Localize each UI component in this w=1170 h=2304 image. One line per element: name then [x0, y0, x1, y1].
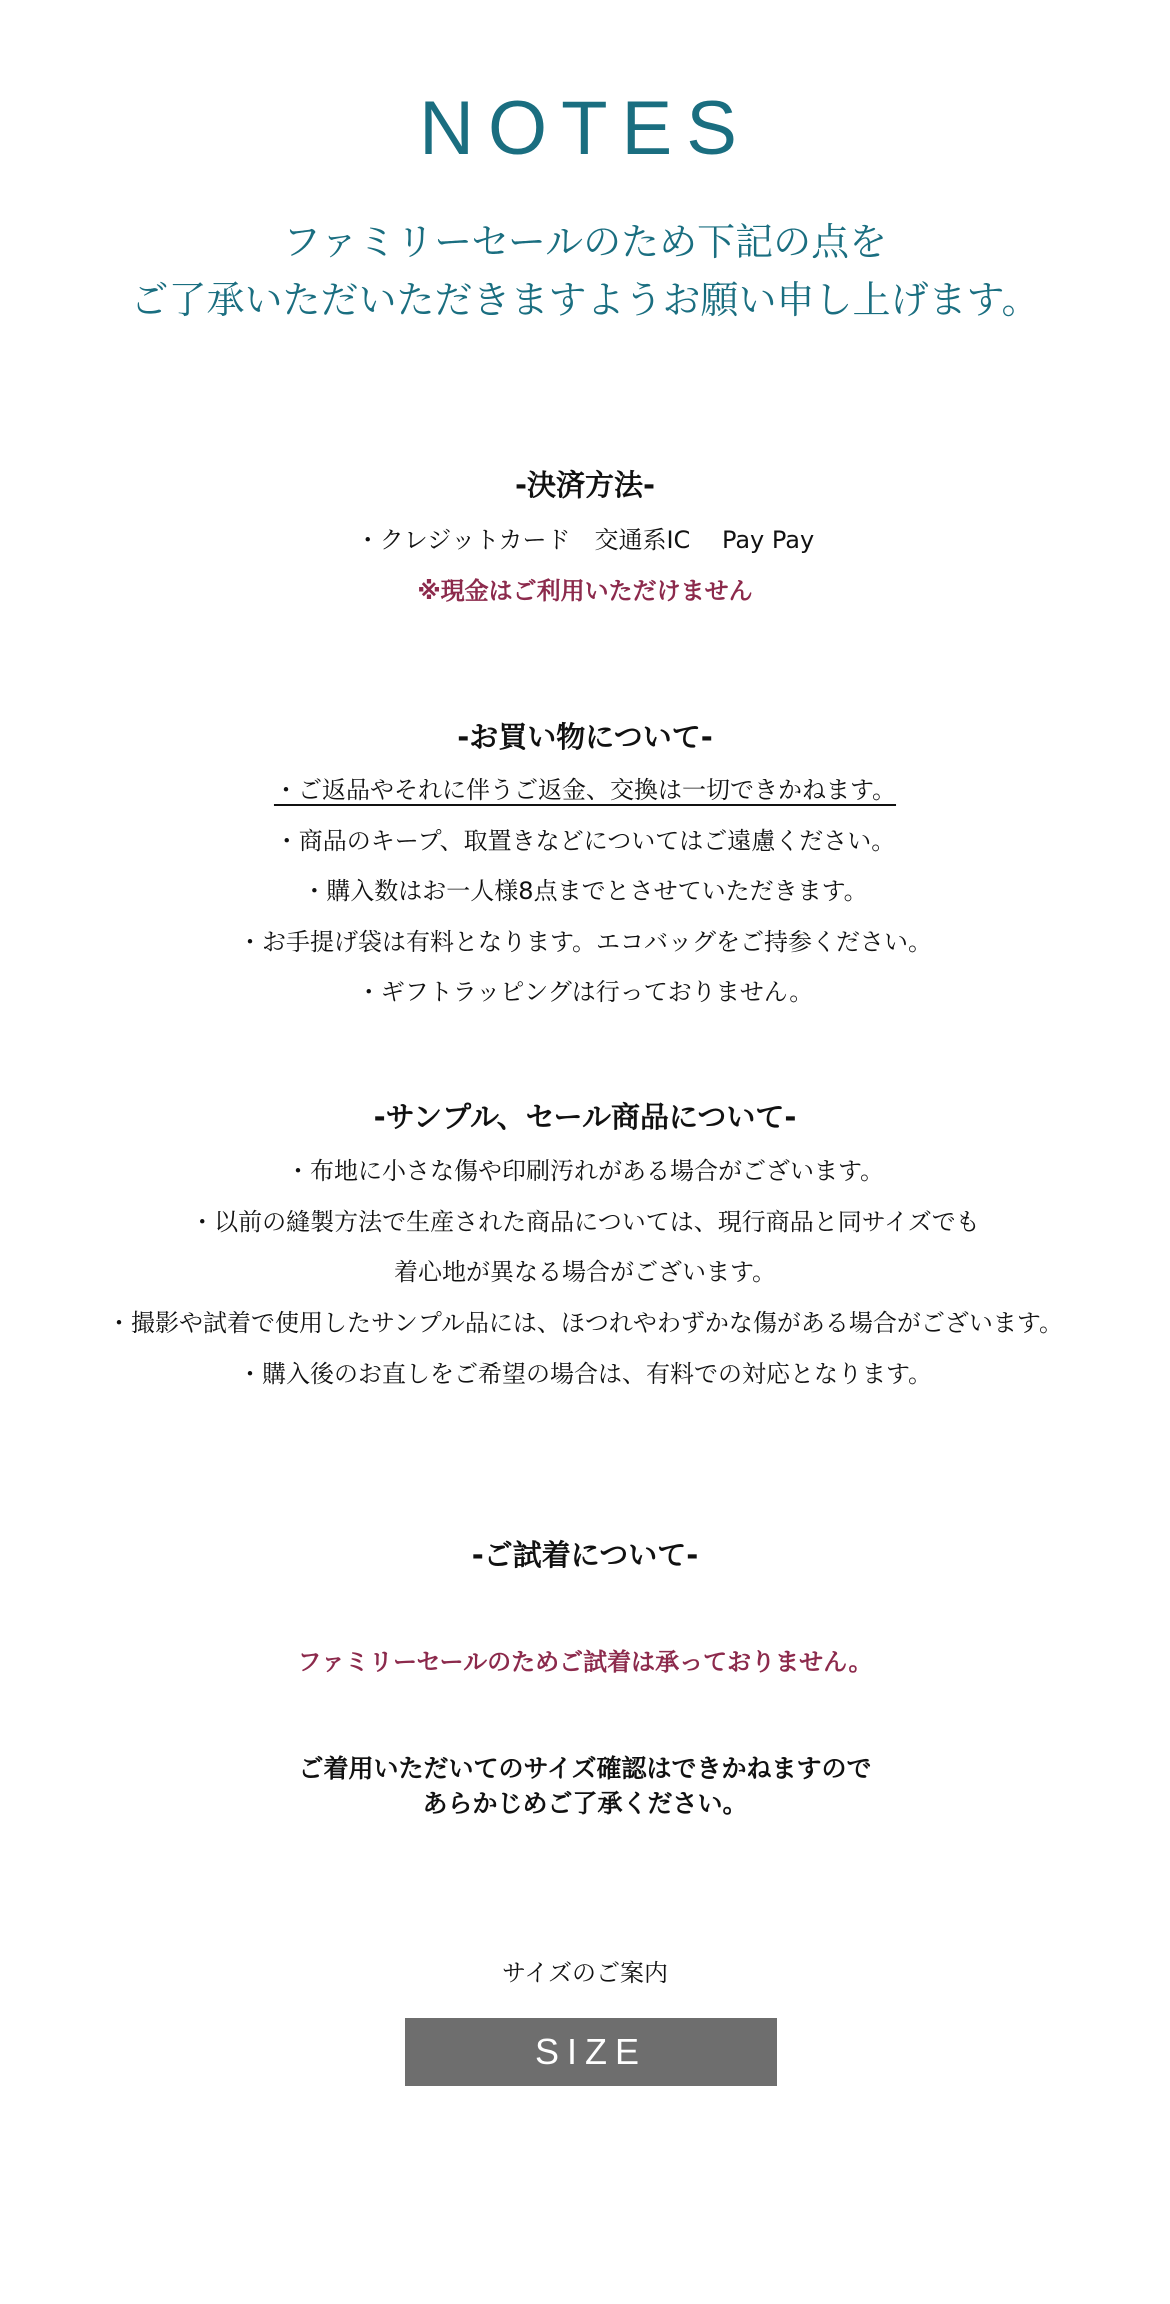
shopping-item-bags: ・お手提げ袋は有料となります。エコバッグをご持参ください。: [237, 928, 933, 956]
sample-item-damage: ・布地に小さな傷や印刷汚れがある場合がございます。: [285, 1157, 885, 1185]
shopping-item-wrapping: ・ギフトラッピングは行っておりません。: [356, 978, 814, 1006]
cash-not-accepted-notice: ※現金はご利用いただけません: [417, 577, 753, 605]
page-subtitle-line2: ご了承いただいただきますようお願い申し上げます。: [130, 278, 1040, 322]
shopping-item-returns: [0, 772, 1170, 808]
sample-item-sewing-cont: 着心地が異なる場合がございます。: [393, 1258, 777, 1286]
sample-item-fraying: ・撮影や試着で使用したサンプル品には、ほつれやわずかな傷がある場合がございます。: [107, 1309, 1063, 1337]
page-subtitle-line1: ファミリーセールのため下記の点を: [282, 220, 888, 264]
shopping-heading: -お買い物について-: [457, 720, 713, 754]
fitting-note-line1: ご着用いただいてのサイズ確認はできかねますので: [298, 1754, 872, 1783]
size-guide-label: サイズのご案内: [501, 1959, 669, 1987]
size-button[interactable]: SIZE: [405, 2018, 777, 2086]
payment-heading: -決済方法-: [514, 468, 656, 502]
no-fitting-notice: ファミリーセールのためご試着は承っておりません。: [297, 1648, 873, 1676]
fitting-note-line2: あらかじめご了承ください。: [422, 1789, 748, 1818]
sample-item-sewing: ・以前の縫製方法で生産された商品については、現行商品と同サイズでも: [190, 1208, 980, 1236]
fitting-heading: -ご試着について-: [471, 1538, 699, 1572]
payment-methods: ・クレジットカード 交通系IC Pay Pay: [355, 526, 815, 554]
shopping-item-keep: ・商品のキープ、取置きなどについてはご遠慮ください。: [274, 827, 896, 855]
sample-item-alterations: ・購入後のお直しをご希望の場合は、有料での対応となります。: [237, 1360, 933, 1388]
page-title: NOTES: [419, 86, 751, 171]
sample-heading: -サンプル、セール商品について-: [373, 1100, 797, 1134]
shopping-item-limit: ・購入数はお一人様8点までとさせていただきます。: [302, 877, 868, 905]
returns-policy-text: ・ご返品やそれに伴うご返金、交換は一切できかねます。: [273, 776, 897, 804]
